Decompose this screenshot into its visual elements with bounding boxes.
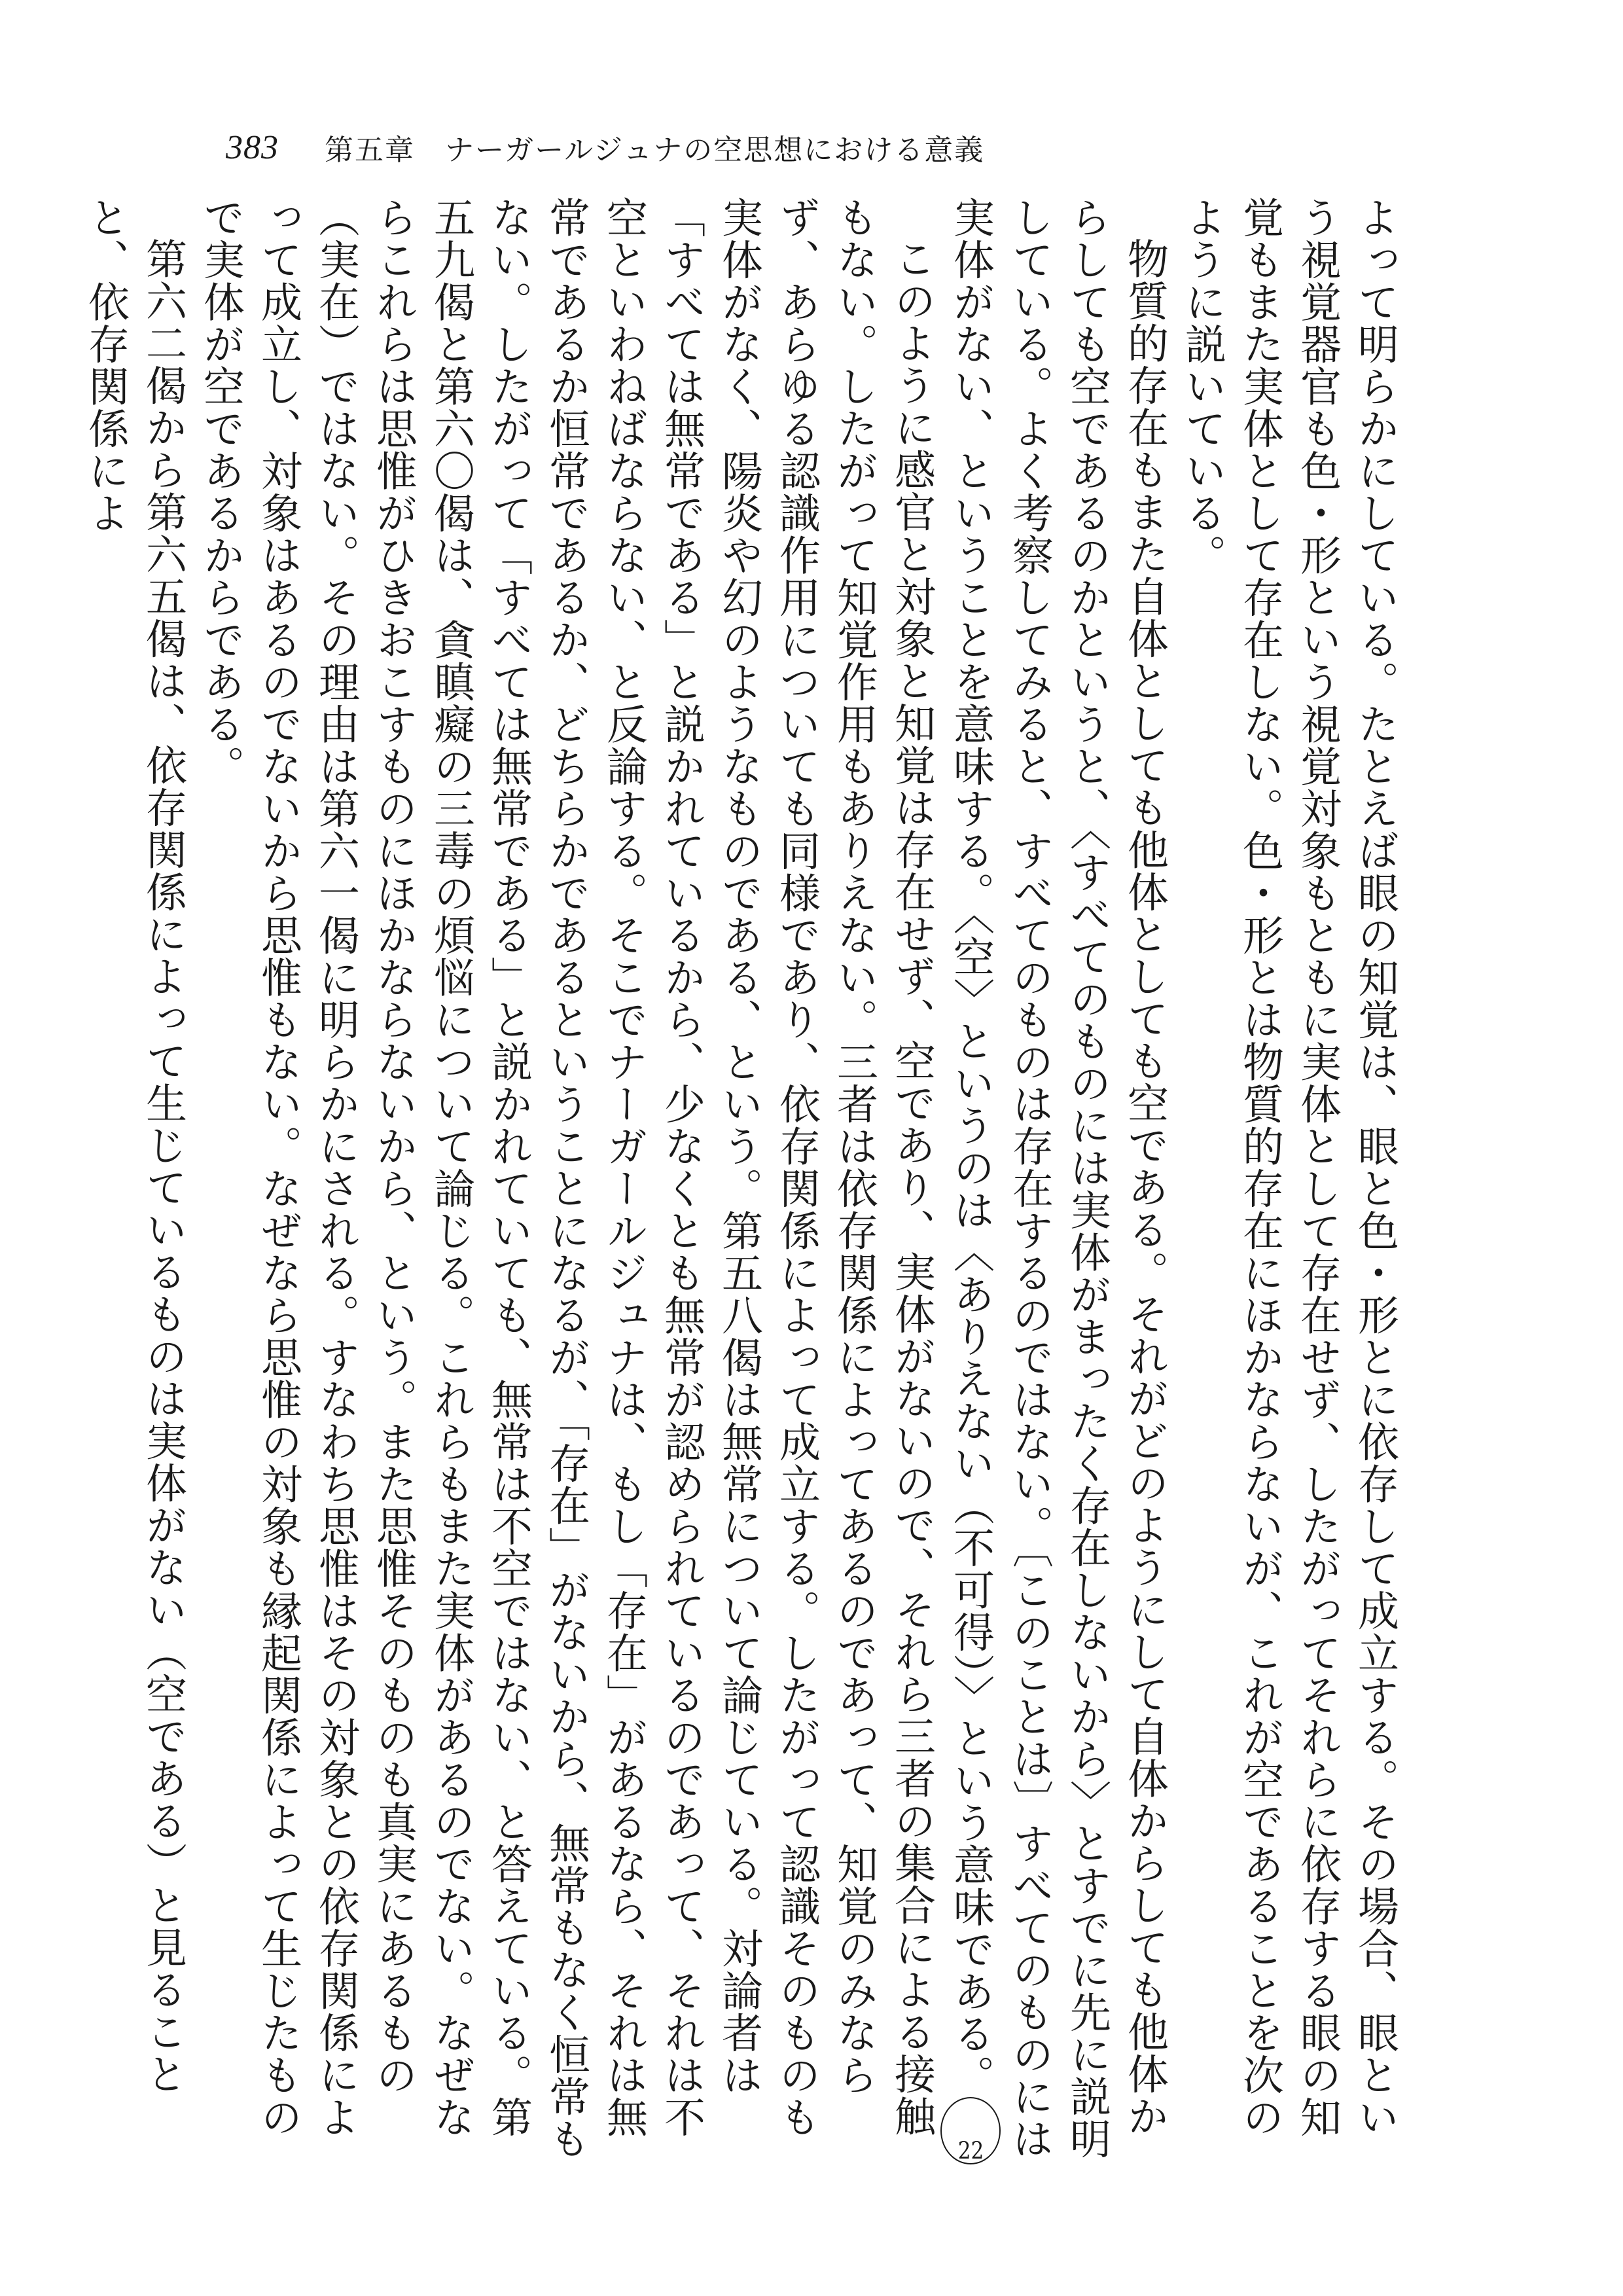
page-header (226, 124, 984, 170)
paragraph-1: よって明らかにしている。たとえば眼の知覚は、眼と色・形とに依存して成立する。その場合、眼という視覚器官も色・形という視覚対象もともに実体として存在せず、したがってそれらに依存する眼の知覚もまた実体として存在しない。色・形とは物質的存在にほかならないが、これが空であることを次のように説いている。 (1179, 196, 1399, 2138)
chapter-title: 第五章 ナーガールジュナの空思想における意義 (325, 134, 985, 167)
paragraph-2-quotation (940, 196, 1173, 2173)
paragraph-3: このように感官と対象と知覚は存在せず、空であり、実体がないので、それら三者の集合による接触もない。したがって知覚作用もありえない。三者は依存関係によってあるのであって、知覚のみならず、あらゆる認識作用についても同様であり、依存関係によって成立する。したがって認識そのものも実体がなく、陽炎や幻のようなものである、という。第五八偈は無常について論じている。対論者は「すべては無常である」と説かれているから、少なくとも無常が認められているのであって、それは不空といわねばならない、と反論する。そこでナーガールジュナは、もし「存在」があるなら、それは無常であるか恒常であるか、どちらかであるということになるが、「存在」がないから、無常もなく恒常もない。したがって「すべては無常である」と説かれていても、無常は不空ではない、と答えている。第五九偈と第六〇偈は、貪瞋癡の三毒の煩悩について論じる。これらもまた実体があるのでない。なぜならこれらは思惟がひきおこすものにほかならないから、という。また思惟そのものも真実にあるもの（実在）ではない。その理由は第六一偈に明らかにされる。すなわち思惟はその対象との依存関係によって成立し、対象はあるのでないから思惟もない。なぜなら思惟の対象も縁起関係によって生じたもので実体が空であるからである。 (197, 196, 936, 2160)
page-number: 383 (226, 128, 279, 166)
vertical-body-text (82, 196, 1404, 2173)
quotation-text: 物質的存在もまた自体としても他体としても空である。それがどのようにして自体からしても他体からしても空であるのかというと、〈すべてのものには実体がまったく存在しないから〉とすでに先に説明している。よく考察してみると、すべてのものは存在するのではない。〔このことは〕すべてのものには実体がない、ということを意味する。〈空〉というのは〈ありえない（不可得）〉という意味である。 (947, 196, 1169, 2160)
paragraph-4: 第六二偈から第六五偈は、依存関係によって生じているものは実体がない（空である）と見ることと、依存関係によ (82, 196, 187, 2095)
footnote-marker-22[interactable]: 22 (940, 2097, 1001, 2164)
